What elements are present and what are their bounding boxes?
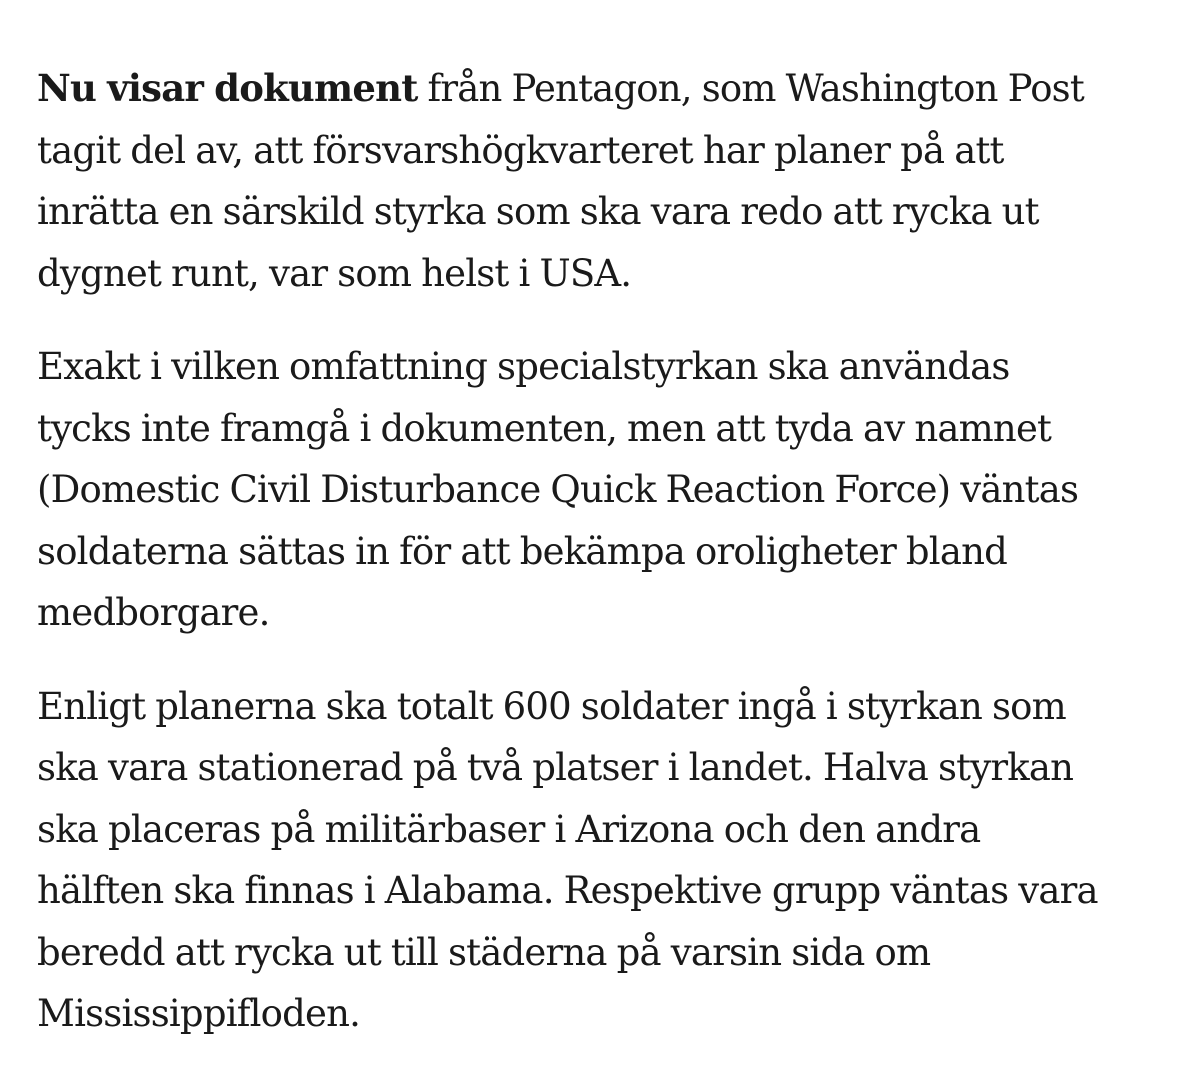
paragraph-line: Exakt i vilken omfattning specialstyrkan ska användas: [37, 345, 1010, 388]
paragraph-line: (Domestic Civil Disturbance Quick Reaction Force) väntas: [37, 468, 1079, 511]
paragraph-line: medborgare.: [37, 591, 270, 634]
paragraph-line: beredd att rycka ut till städerna på varsin sida om: [37, 930, 931, 974]
paragraph-line: Enligt planerna ska totalt 600 soldater ingå i styrkan som: [37, 684, 1066, 728]
paragraph-line: soldaterna sättas in för att bekämpa oroligheter bland: [37, 529, 1008, 573]
paragraph-2: [37, 336, 1157, 644]
lead-text: Nu visar dokument: [37, 66, 418, 110]
paragraph-line: tagit del av, att försvarshögkvarteret har planer på att: [37, 128, 1004, 172]
paragraph-line: dygnet runt, var som helst i USA.: [37, 251, 632, 295]
paragraph-line: tycks inte framgå i dokumenten, men att tyda av namnet: [37, 406, 1052, 450]
article-body: [37, 58, 1157, 1045]
paragraph-line: [37, 58, 1157, 120]
paragraph-line: hälften ska finnas i Alabama. Respektive grupp väntas vara: [37, 869, 1098, 912]
paragraph-1: [37, 58, 1157, 304]
paragraph-line: ska placeras på militärbaser i Arizona och den andra: [37, 807, 981, 851]
paragraph-line: Mississippifloden.: [37, 992, 361, 1035]
paragraph-line: ska vara stationerad på två platser i landet. Halva styrkan: [37, 746, 1074, 789]
paragraph-3: [37, 676, 1157, 1045]
paragraph-text: från Pentagon, som Washington Post: [417, 67, 1084, 110]
paragraph-line: inrätta en särskild styrka som ska vara redo att rycka ut: [37, 190, 1039, 233]
